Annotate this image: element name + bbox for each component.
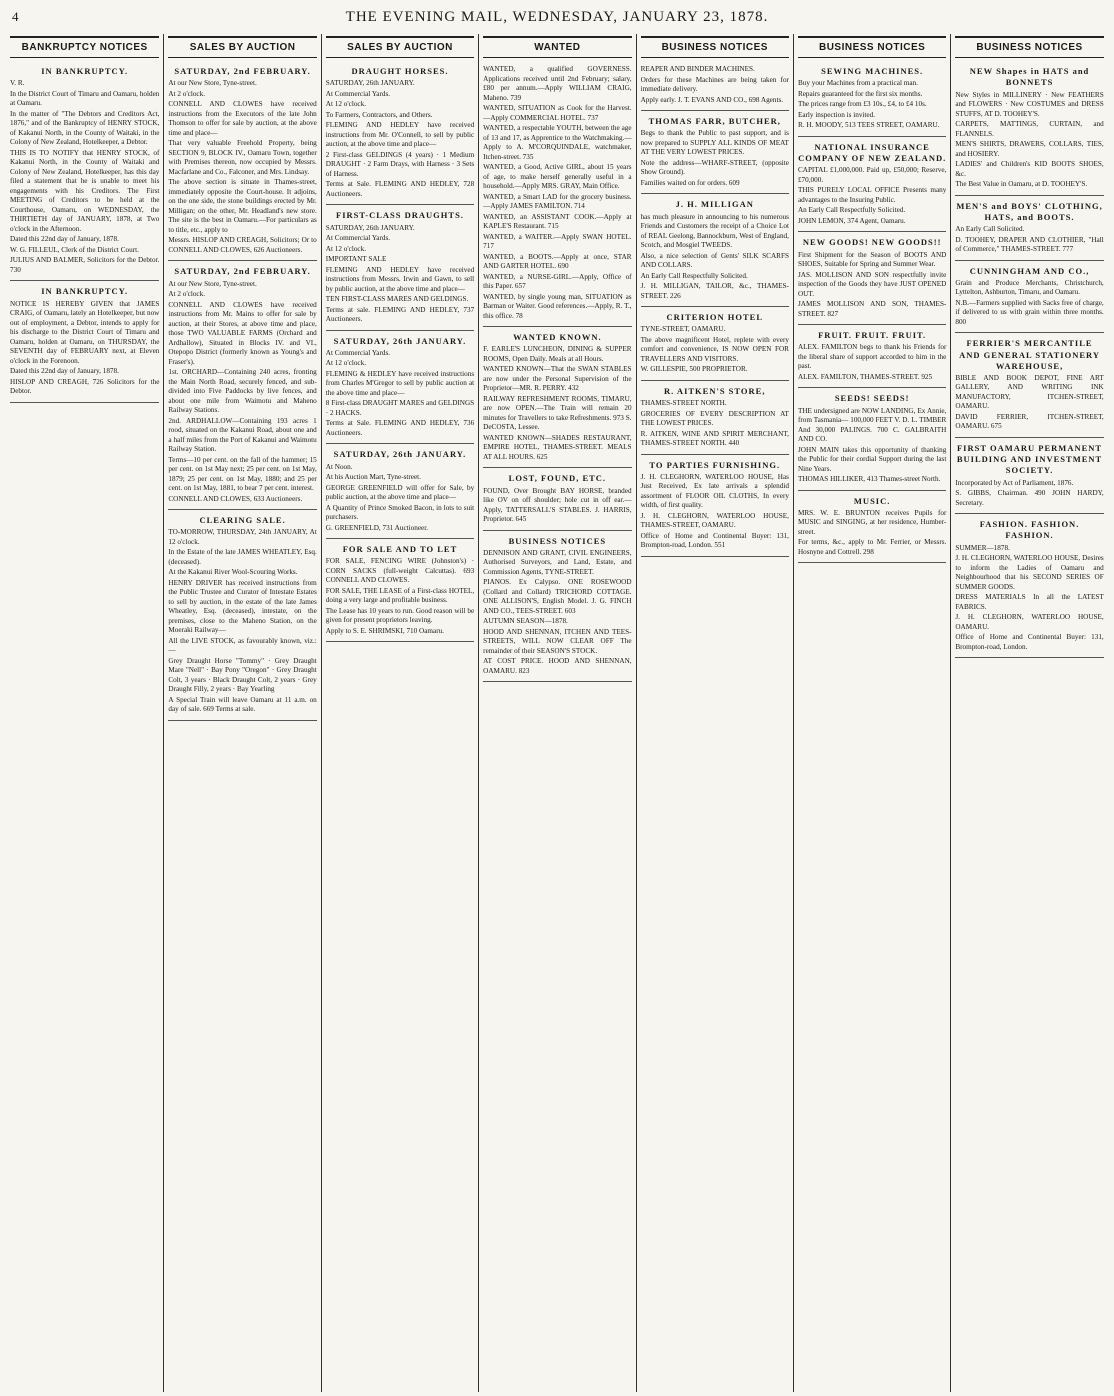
section-header: BUSINESS NOTICES [798,36,946,58]
ad-text: Office of Home and Continental Buyer: 131, Brompton-road, London. 551 [640,531,789,550]
ad-title: SATURDAY, 26th JANUARY. [333,449,467,460]
ad-text: THIS PURELY LOCAL OFFICE Presents many advantages to the Insuring Public. [797,186,947,204]
ad-text: HENRY DRIVER has received instructions from the Public Trustee and Curator of Intestate Estates to sell by auction, in the estate of the late James Wheatley, Esq. (deceased), intestate, on the premises, close to the Maheno Station, on the Moeraki Railway— [168,578,317,635]
ad-text: WANTED, a qualified GOVERNESS. Applications received until 2nd February; salary, £80 per annum.—Apply WILLIAM CRAIG, Maheno. 739 [483,65,632,102]
advertisement [168,61,316,261]
masthead [0,0,1114,34]
ad-text: DENNISON AND GRANT, CIVIL ENGINEERS, Authorised Surveyors, and Land, Estate, and Commission Agents, TYNE-STREET. [483,548,632,576]
ad-text: Families waited on for orders. 609 [640,178,740,187]
ad-text: At 12 o'clock. [325,100,367,109]
ad-text: WANTED, a Smart LAD for the grocery business.—Apply JAMES FAMILTON. 714 [483,192,632,211]
ad-text: The Lease has 10 years to run. Good reason will be given for present proprietors leaving. [325,606,475,625]
ad-text: A Quantity of Prince Smoked Bacon, in lots to suit purchasers. [325,503,475,522]
ad-text: JOHN LEMON, 374 Agent, Oamaru. [797,216,906,225]
ad-text: has much pleasure in announcing to his numerous Friends and Customers the receipt of a Choice Lot of REAL Geelong, Bannockburn, West of England, Scotch, and Mosgiel TWEEDS. [640,212,789,250]
ad-text: WANTED, by single young man, SITUATION as Barman or Waiter. Good references.—Apply, R. T., this office. 78 [483,292,632,320]
ad-title: SATURDAY, 2nd FEBRUARY. [174,66,311,77]
advertisement [326,539,474,642]
ad-title: NATIONAL INSURANCE COMPANY OF NEW ZEALAND. [798,141,947,164]
ad-text: WANTED, a NURSE-GIRL.—Apply, Office of this Paper. 657 [483,272,632,291]
ad-text: FLEMING AND HEDLEY have received instructions from Messrs. Irwin and Gawn, to sell by public auction, at the above time and place— [325,265,475,293]
ad-text: WANTED, a WAITER.—Apply SWAN HOTEL. 717 [483,232,632,251]
ad-text: At 2 o'clock. [168,89,206,98]
ad-title: MEN'S and BOYS' CLOTHING, HATS, and BOOTS. [956,200,1103,222]
ad-text: JAMES MOLLISON AND SON, THAMES-STREET. 827 [797,300,947,318]
ad-title: THOMAS FARR, BUTCHER, [648,116,781,127]
advertisement [641,381,789,455]
section-header: BUSINESS NOTICES [955,36,1103,58]
advertisement [798,61,946,137]
ad-text: N.B.—Farmers supplied with Sacks free of charge, if delivered to us with grain within three months. 800 [955,298,1104,326]
ad-text: An Early Call Solicited. [955,225,1025,234]
ad-text: At Commercial Yards. [325,89,391,98]
ad-title: LOST, FOUND, ETC. [508,473,607,484]
ad-text: Grey Draught Horse "Tommy" · Grey Draught Mare "Nell" · Bay Pony "Oregon" · Grey Draught Colt, 3 years · Black Draught Colt, 2 years · Grey Draught Filly, 2 years · Bay Yearling [168,656,317,694]
ad-text: REAPER AND BINDER MACHINES. [640,65,755,74]
section-header: SALES BY AUCTION [168,36,316,58]
masthead-title: THE EVENING MAIL, WEDNESDAY, JANUARY 23, 1878. [345,9,769,25]
ad-text: JULIUS AND BALMER, Solicitors for the Debtor. 730 [10,256,160,274]
ad-text: At 12 o'clock. [325,359,367,368]
ad-text: At 12 o'clock. [325,244,367,253]
ad-text: DRESS MATERIALS In all the LATEST FABRICS. [955,593,1104,611]
ad-text: CAPITAL £1,000,000. Paid up, £50,000; Reserve, £70,000. [797,166,947,184]
ad-text: IMPORTANT SALE [325,255,387,264]
ad-title: FERRIER'S MERCANTILE AND GENERAL STATIONERY WAREHOUSE, [959,338,1100,371]
advertisement [955,514,1103,658]
ad-text: An Early Call Respectfully Solicited. [640,271,748,280]
advertisement [641,455,789,557]
ad-text: G. GREENFIELD, 731 Auctioneer. [325,523,428,532]
ad-text: Orders for these Machines are being taken for immediate delivery. [640,75,789,94]
ad-text: Buy your Machines from a practical man. [797,79,918,88]
ad-text: W. G. FILLEUL, Clerk of the District Court. [10,245,139,254]
ad-text: FOR SALE, FENCING WIRE (Johnston's) · CORN SACKS (full-weight Calcuttas). 693 CONNELL AND CLOWES. [325,557,475,585]
ad-text: F. EARLE'S LUNCHEON, DINING & SUPPER ROOMS, Open Daily. Meals at all Hours. [483,345,632,363]
ad-title: NEW GOODS! NEW GOODS!! [802,237,942,248]
ad-title: DRAUGHT HORSES. [351,66,449,77]
ad-text: HOOD AND SHENNAN, ITCHEN AND TEES-STREETS, WILL NOW CLEAR OFF The remainder of their SEASON'S STOCK. [483,627,632,655]
ad-text: J. H. CLEGHORN, WATERLOO HOUSE, Desires to inform the Ladies of Oamaru and Neighbourhood that his SECOND SERIES OF SUMMER GOODS. [955,554,1104,591]
ad-text: 2 First-class GELDINGS (4 years) · 1 Medium DRAUGHT · 2 Farm Drays, with Harness · 3 Sets of Harness. [325,150,475,178]
ad-text: At Commercial Yards. [325,348,391,357]
advertisement [955,438,1103,514]
ad-text: DAVID FERRIER, ITCHEN-STREET, OAMARU. 675 [955,412,1104,431]
ad-text: SUMMER—1878. [955,543,1010,552]
ad-title: FASHION. FASHION. FASHION. [979,519,1080,541]
section-header: BUSINESS NOTICES [641,36,789,58]
ad-text: Dated this 22nd day of January, 1878. [10,235,119,244]
advertisement [641,194,789,307]
ad-text: FOR SALE, THE LEASE of a First-class HOTEL, doing a very large and profitable business. [325,586,475,605]
ad-text: All the LIVE STOCK, as favourably known, viz.:— [168,636,317,655]
advertisement [955,333,1103,438]
ad-text: ALEX. FAMILTON, THAMES-STREET. 925 [797,372,933,381]
ad-text: J. H. CLEGHORN, WATERLOO HOUSE, Has Just Received, Ex late arrivals a splendid assortment of FLOOR OIL CLOTHS, In every width, of first quality. [640,472,789,510]
ad-text: New Styles in MILLINERY · New FEATHERS and FLOWERS · New COSTUMES and DRESS STUFFS, AT D. TOOHEY'S. [955,90,1104,118]
advertisement [326,205,474,330]
ad-text: WANTED KNOWN—SHADES RESTAURANT, EMPIRE HOTEL, THAMES-STREET. MEALS AT ALL HOURS. 625 [483,433,632,461]
ad-text: 8 First-class DRAUGHT MARES and GELDINGS · 2 HACKS. [325,399,475,417]
ad-text: The Best Value in Oamaru, at D. TOOHEY'S. [955,180,1088,189]
ad-text: V. R. [10,79,25,88]
ad-text: At our New Store, Tyne-street. [168,279,257,288]
ad-text: J. H. CLEGHORN, WATERLOO HOUSE, OAMARU. [955,613,1104,631]
ad-text: A Special Train will leave Oamaru at 11 a.m. on day of sale. 669 Terms at sale. [168,695,317,714]
ad-text: AT COST PRICE. HOOD AND SHENNAN, OAMARU. 823 [483,657,632,675]
ad-text: CARPETS, MATTINGS, CURTAIN, and FLANNELS. [955,120,1104,138]
advertisement [326,444,474,539]
ad-title: SATURDAY, 2nd FEBRUARY. [174,266,311,277]
advertisement [798,491,946,564]
ad-title: BUSINESS NOTICES [508,535,607,546]
ad-text: At the Kakanui River Wool-Scouring Works. [168,568,298,577]
ad-title: TO PARTIES FURNISHING. [649,459,781,470]
ad-title: FRUIT. FRUIT. FRUIT. [818,330,927,341]
ad-text: WANTED, a BOOTS.—Apply at once, STAR AND GARTER HOTEL. 690 [483,252,632,271]
ad-text: FOUND, Over Brought BAY HORSE, branded like OV on off shoulder; hole cut in off ear.—Apply, TATTERSALL'S STABLES. J. HARRIS, Proprietor. 645 [483,486,632,524]
ad-title: MUSIC. [853,495,891,506]
advertisement [326,331,474,445]
ad-text: THAMES-STREET NORTH. [640,399,727,408]
ad-text: CONNELL AND CLOWES have received instructions from Mr. Mains to offer for sale by auction, at their Stores, at above time and place, those TWO VALUABLE FARMS (Orchard and Ardhallow), Situated in Blocks IV. and VI., Otepopo District (formerly known as Young's and Fraser's). [168,300,317,366]
advertisement [10,281,159,402]
ad-text: THIS IS TO NOTIFY that HENRY STOCK, of Kakanui North, in the County of Waitaki and Colony of New Zealand, Hotelkeeper, has this day filed a statement that he is unable to meet his engagements with his Creditors. The First MEETING of Creditors to be held at the Courthouse, Oamaru, on WEDNESDAY, the THIRTIETH day of JANUARY, 1878, at Two o'clock in the Afternoon. [10,148,160,233]
ad-text: THOMAS HILLIKER, 413 Thames-street North. [797,475,941,483]
column-1 [6,34,163,1392]
newspaper-columns [6,34,1108,1392]
advertisement [10,61,159,281]
ad-text: GEORGE GREENFIELD will offer for Sale, by public auction, at the above time and place— [325,483,475,502]
ad-text: SATURDAY, 26th JANUARY. [325,223,415,232]
ad-text: BIBLE AND BOOK DEPOT, FINE ART GALLERY, AND WRITING INK MANUFACTORY, ITCHEN-STREET, OAMARU. [955,373,1104,411]
ad-text: SATURDAY, 26th JANUARY. [325,79,415,88]
ad-text: For terms, &c., apply to Mr. Ferrier, or Messrs. Hosnyne and Cottrell. 298 [797,538,947,556]
ad-text: J. H. CLEGHORN, WATERLOO HOUSE, THAMES-STREET, OAMARU. [640,511,789,530]
advertisement [168,261,316,510]
ad-text: WANTED, SITUATION as Cook for the Harvest.—Apply COMMERCIAL HOTEL. 737 [483,104,632,122]
ad-text: FLEMING AND HEDLEY have received instructions from Mr. O'Connell, to sell by public auction, at the above time and place— [325,121,475,149]
ad-text: 2nd. ARDHALLOW—Containing 193 acres 1 rood, situated on the Kakanui Road, about one and a half miles from the Port of Kakanui and Waimotu Railway Station. [168,416,317,454]
ad-text: Early inspection is invited. [797,110,876,119]
ad-text: NOTICE IS HEREBY GIVEN that JAMES CRAIG, of Oamaru, lately an Hotelkeeper, but now out of employment, a Debtor, intends to apply for his discharge to the District Court of Timaru and Oamaru, holden at Oamaru, on THURSDAY, the SEVENTH day of FEBRUARY next, at Eleven o'clock in the Forenoon. [10,299,160,365]
ad-text: LADIES' and Children's KID BOOTS SHOES, &c. [955,160,1104,178]
ad-text: TO-MORROW, THURSDAY, 24th JANUARY, At 12 o'clock. [168,528,317,546]
section-header: SALES BY AUCTION [326,36,474,58]
ad-title: FIRST-CLASS DRAUGHTS. [336,210,464,221]
ad-text: At 2 o'clock. [168,290,206,299]
section-header: BANKRUPTCY NOTICES [10,36,159,58]
advertisement [641,307,789,381]
ad-text: The prices range from £3 10s., £4, to £4 10s. [797,100,927,109]
ad-text: Grain and Produce Merchants, Christchurch, Lyttelton, Ashburton, Timaru, and Oamaru. [955,278,1104,297]
ad-text: WANTED, a Good, Active GIRL, about 15 years of age, to make herself generally useful in a household.—Apply MRS. GRAY, Main Office. [483,163,632,191]
ad-title: SATURDAY, 26th JANUARY. [333,335,467,346]
ad-text: PIANOS. Ex Calypso. ONE ROSEWOOD (Collard and Collard) TRICHORD COTTAGE. ONE ALLISON'S, English Model. J. G. FINCH AND CO., TEES-STREET. 603 [483,578,632,615]
ad-text: Terms at Sale. FLEMING AND HEDLEY, 736 Auctioneers. [325,419,475,437]
advertisement [483,531,631,683]
column-6 [793,34,950,1392]
ad-text: Terms—10 per cent. on the fall of the hammer; 15 per cent. on 1st May next; 25 per cent. on 1st May, 1879; 25 per cent. on 1st May, 1880; and 25 per cent. on 1st May, 1881, to bear 7 per cent. interest. [168,455,317,493]
advertisement [798,325,946,388]
ad-text: WANTED KNOWN—That the SWAN STABLES are now under the Personal Supervision of the Proprietor—MR. R. PERRY. 432 [483,365,632,393]
ad-text: The above section is situate in Thames-street, immediately opposite the Court-house. It adjoins, on the one side, the stone buildings erected by Mr. Milligan; on the other, Mr. Headland's new store. The site is the best in Oamaru.—For particulars as to title, etc., apply to [168,178,317,234]
ad-text: Incorporated by Act of Parliament, 1876. [955,478,1074,487]
column-5 [636,34,793,1392]
ad-title: J. H. MILLIGAN [675,199,754,210]
ad-text: That very valuable Freehold Property, being SECTION 9, BLOCK IV., Oamaru Town, together with Premises thereon, now occupied by Messrs. Macfarlane and Co., Falconer, and Mrs. Lindsay. [168,139,317,176]
ad-text: Apply early. J. T. EVANS AND CO., 698 Agents. [640,95,784,104]
column-7 [950,34,1107,1392]
ad-text: MRS. W. E. BRUNTON receives Pupils for MUSIC and SINGING, at her residence, Humber-street. [797,508,947,536]
ad-text: TEN FIRST-CLASS MARES AND GELDINGS. [325,295,469,304]
ad-text: At Commercial Yards. [325,234,391,243]
ad-text: R. AITKEN, WINE AND SPIRIT MERCHANT, THAMES-STREET NORTH. 440 [640,429,789,448]
ad-text: In the Estate of the late JAMES WHEATLEY, Esq. (deceased). [168,548,317,566]
ad-text: J. H. MILLIGAN, TAILOR, &c., THAMES-STREET. 226 [640,282,789,300]
ad-text: HISLOP AND CREAGH, 726 Solicitors for the Debtor. [10,377,160,396]
ad-text: In the District Court of Timaru and Oamaru, holden at Oamaru. [10,89,160,108]
advertisement [168,510,316,721]
ad-text: In the matter of "The Debtors and Creditors Act, 1876," and of the Bankruptcy of HENRY STOCK, of Kakanui North, in the County of Waitaki, in the Colony of New Zealand, Hotelkeeper, a Debtor. [10,109,160,147]
ad-text: CONNELL AND CLOWES, 633 Auctioneers. [168,494,303,503]
ad-text: Office of Home and Continental Buyer: 131, Brompton-road, London. [955,633,1104,651]
ad-text: At our New Store, Tyne-street. [168,79,257,88]
ad-text: GROCERIES OF EVERY DESCRIPTION AT THE LOWEST PRICES. [640,409,789,428]
ad-text: THE undersigned are NOW LANDING, Ex Annie, from Tasmania— 100,000 FEET V. D. L. TIMBER And 30,000 PALINGS. 700 C. GALBRAITH AND CO. [797,406,947,443]
ad-title: CLEARING SALE. [199,515,286,526]
ad-text: D. TOOHEY, DRAPER AND CLOTHIER, "Hall of Commerce," THAMES-STREET. 777 [955,235,1104,254]
ad-text: At Noon. [325,462,353,471]
ad-text: W. GILLESPIE, 500 PROPRIETOR. [640,365,748,374]
ad-text: R. H. MOODY, 513 TEES STREET, OAMARU. [797,121,940,130]
column-2 [163,34,320,1392]
ad-title: SEWING MACHINES. [821,66,924,77]
ad-text: JAS. MOLLISON AND SON respectfully invite inspection of the Goods they have JUST OPENED OUT. [797,270,947,298]
advertisement [798,137,946,232]
page-number: 4 [12,9,19,24]
advertisement [955,196,1103,261]
ad-text: To Farmers, Contractors, and Others. [325,110,433,119]
section-header: WANTED [483,36,631,58]
advertisement [326,61,474,205]
ad-text: ALEX. FAMILTON begs to thank his Friends for the liberal share of support accorded to him in the past. [797,343,947,371]
ad-text: First Shipment for the Season of BOOTS AND SHOES, Suitable for Spring and Summer Wear. [797,250,947,269]
advertisement [483,327,631,468]
ad-text: The above magnificent Hotel, replete with every comfort and convenience, IS NOW OPEN FOR TRAVELLERS AND VISITORS. [640,335,789,363]
column-3 [321,34,478,1392]
ad-text: Messrs. HISLOP AND CREAGH, Solicitors; Or to CONNELL AND CLOWES, 626 Auctioneers. [168,236,317,254]
advertisement [483,61,631,327]
ad-title: R. AITKEN'S STORE, [664,385,766,396]
ad-title: FOR SALE AND TO LET [342,544,458,555]
ad-text: Note the address—WHARF-STREET, (opposite Show Ground). [640,158,789,177]
ad-text: TYNE-STREET, OAMARU. [640,325,726,334]
advertisement [955,61,1103,195]
ad-text: Repairs guaranteed for the first six months. [797,89,923,98]
ad-text: 1st. ORCHARD—Containing 240 acres, fronting the Main North Road, securely fenced, and sub-divided into Five Paddocks by live fences, and about one mile from Waimotu and Maheno Railway Stations. [168,368,317,415]
ad-text: RAILWAY REFRESHMENT ROOMS, TIMARU, are now OPEN.—The Train will remain 20 minutes for Travellers to take Refreshments. 973 S. DeCOSTA, Lessee. [483,394,632,432]
ad-title: NEW Shapes in HATS and BONNETS [969,66,1090,88]
advertisement [798,232,946,325]
ad-text: S. GIBBS, Chairman. 490 JOHN HARDY, Secretary. [955,489,1104,507]
ad-text: FLEMING & HEDLEY have received instructions from Charles M'Gregor to sell by public auction at the above time and place— [325,369,475,397]
ad-title: IN BANKRUPTCY. [41,66,129,77]
ad-title: CUNNINGHAM AND CO., [969,265,1090,276]
ad-text: Terms at Sale. FLEMING AND HEDLEY, 728 Auctioneers. [325,180,475,198]
ad-title: WANTED KNOWN. [513,332,602,343]
ad-text: Terms at sale. FLEMING AND HEDLEY, 737 Auctioneers. [325,305,475,324]
advertisement [641,111,789,194]
ad-title: CRITERION HOTEL [666,312,763,323]
ad-text: Begs to thank the Public to past support, and is now prepared to SUPPLY ALL KINDS OF MEAT AT THE VERY LOWEST PRICES. [640,129,789,157]
ad-text: JOHN MAIN takes this opportunity of thanking the Public for their cordial Support during the last Nine Years. [797,445,947,473]
ad-text: At his Auction Mart, Tyne-street. [325,473,421,482]
ad-title: SEEDS! SEEDS! [834,393,910,404]
column-4 [478,34,635,1392]
ad-text: Apply to S. E. SHRIMSKI, 710 Oamaru. [325,626,444,635]
ad-text: WANTED, a respectable YOUTH, between the age of 13 and 17, as Apprentice to the Watchmaking.—Apply to A. M'CORQUINDALE, watchmaker, Itchen-street. 735 [483,124,632,161]
ad-text: WANTED, an ASSISTANT COOK.—Apply at KAPLE'S Restaurant. 715 [483,212,632,231]
ad-title: FIRST OAMARU PERMANENT BUILDING AND INVESTMENT SOCIETY. [956,442,1103,476]
ad-text: AUTUMN SEASON—1878. [483,617,568,626]
ad-text: MEN'S SHIRTS, DRAWERS, COLLARS, TIES, and HOSIERY. [955,140,1104,158]
ad-text: CONNELL AND CLOWES have received instructions from the Executors of the late John Thomson to offer for sale by auction, at the above time and place— [168,100,317,137]
advertisement [798,388,946,490]
advertisement [955,261,1103,334]
ad-text: Also, a nice selection of Gents' SILK SCARFS AND COLLARS. [640,251,789,270]
advertisement [641,61,789,111]
advertisement [483,468,631,530]
ad-text: Dated this 22nd day of January, 1878. [10,367,119,376]
ad-text: An Early Call Respectfully Solicited. [797,206,906,215]
ad-title: IN BANKRUPTCY. [41,286,129,297]
